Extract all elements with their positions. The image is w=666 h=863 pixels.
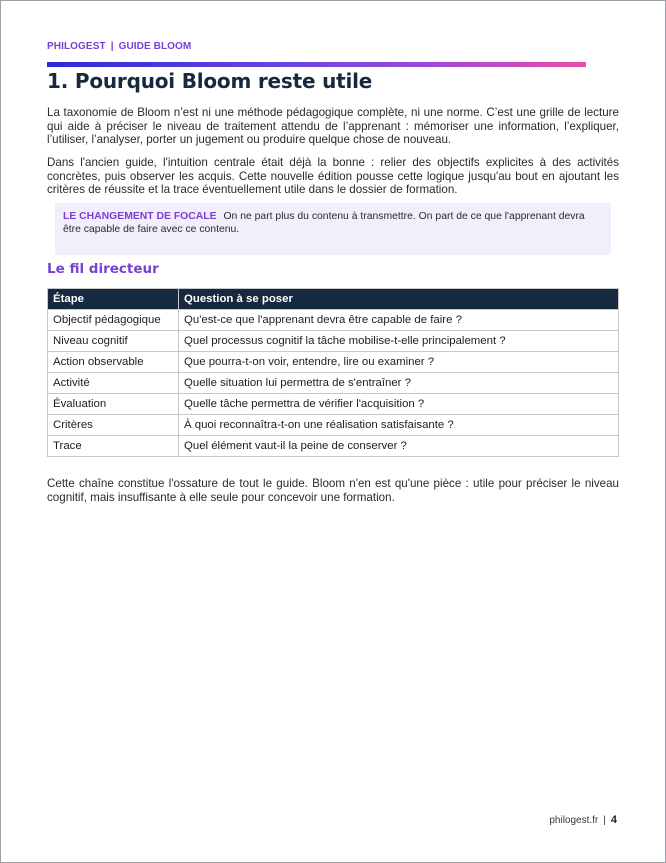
question-cell: Quelle tâche permettra de vérifier l'acquisition ?: [179, 394, 619, 415]
question-cell: Quel élément vaut-il la peine de conserver ?: [179, 436, 619, 457]
table-row: [48, 436, 619, 457]
context-paragraph: Dans l'ancien guide, l'intuition centrale était déjà la bonne : relier des objectifs explicites à des activités concrètes, puis observer les acquis. Cette nouvelle édition pousse cette logique jusqu'au bout en ajoutant les critères de réussite et la trace éventuellement utile dans le dossier de formation.: [47, 156, 619, 197]
step-cell: Trace: [48, 436, 179, 457]
step-cell: Activité: [48, 373, 179, 394]
table-header-step: Étape: [48, 289, 179, 310]
page-title: 1. Pourquoi Bloom reste utile: [47, 69, 373, 93]
page-footer: [549, 814, 617, 826]
step-cell: Objectif pédagogique: [48, 310, 179, 331]
callout-box: [55, 203, 611, 255]
running-header: [47, 41, 191, 52]
guiding-thread-table: [47, 288, 619, 457]
question-cell: À quoi reconnaîtra-t-on une réalisation satisfaisante ?: [179, 415, 619, 436]
table-row: [48, 373, 619, 394]
footer-site: philogest.fr: [549, 815, 599, 826]
page-number: 4: [610, 814, 617, 826]
header-separator: |: [110, 41, 114, 52]
table-row: [48, 310, 619, 331]
step-cell: Évaluation: [48, 394, 179, 415]
intro-paragraph: La taxonomie de Bloom n’est ni une méthode pédagogique complète, ni une norme. C’est une grille de lecture qui aide à préciser le niveau de traitement attendu de l’apprenant : mémoriser une information, l’expliquer, l’utiliser, l’analyser, porter un jugement ou produire quelque chose de nouveau.: [47, 106, 619, 147]
step-cell: Action observable: [48, 352, 179, 373]
header-section: GUIDE BLOOM: [118, 41, 192, 52]
table-row: [48, 394, 619, 415]
table-row: [48, 415, 619, 436]
conclusion-paragraph: Cette chaîne constitue l'ossature de tout le guide. Bloom n'en est qu'une pièce : utile pour préciser le niveau cognitif, mais insuffisante à elle seule pour concevoir une formation.: [47, 477, 619, 504]
table-row: [48, 352, 619, 373]
table-header-question: Question à se poser: [179, 289, 619, 310]
step-cell: Critères: [48, 415, 179, 436]
question-cell: Quel processus cognitif la tâche mobilise-t-elle principalement ?: [179, 331, 619, 352]
header-brand: PHILOGEST: [47, 41, 106, 52]
question-cell: Que pourra-t-on voir, entendre, lire ou examiner ?: [179, 352, 619, 373]
title-gradient-rule: [47, 62, 586, 67]
question-cell: Quelle situation lui permettra de s'entraîner ?: [179, 373, 619, 394]
callout-text: On ne part plus du contenu à transmettre. On part de ce que l'apprenant devra être capable de faire avec ce contenu.: [63, 211, 585, 235]
step-cell: Niveau cognitif: [48, 331, 179, 352]
question-cell: Qu'est-ce que l'apprenant devra être capable de faire ?: [179, 310, 619, 331]
section-subtitle: Le fil directeur: [47, 261, 159, 277]
table-row: [48, 331, 619, 352]
callout-label: LE CHANGEMENT DE FOCALE: [63, 211, 217, 222]
table-header-row: [48, 289, 619, 310]
footer-separator: |: [603, 815, 606, 826]
